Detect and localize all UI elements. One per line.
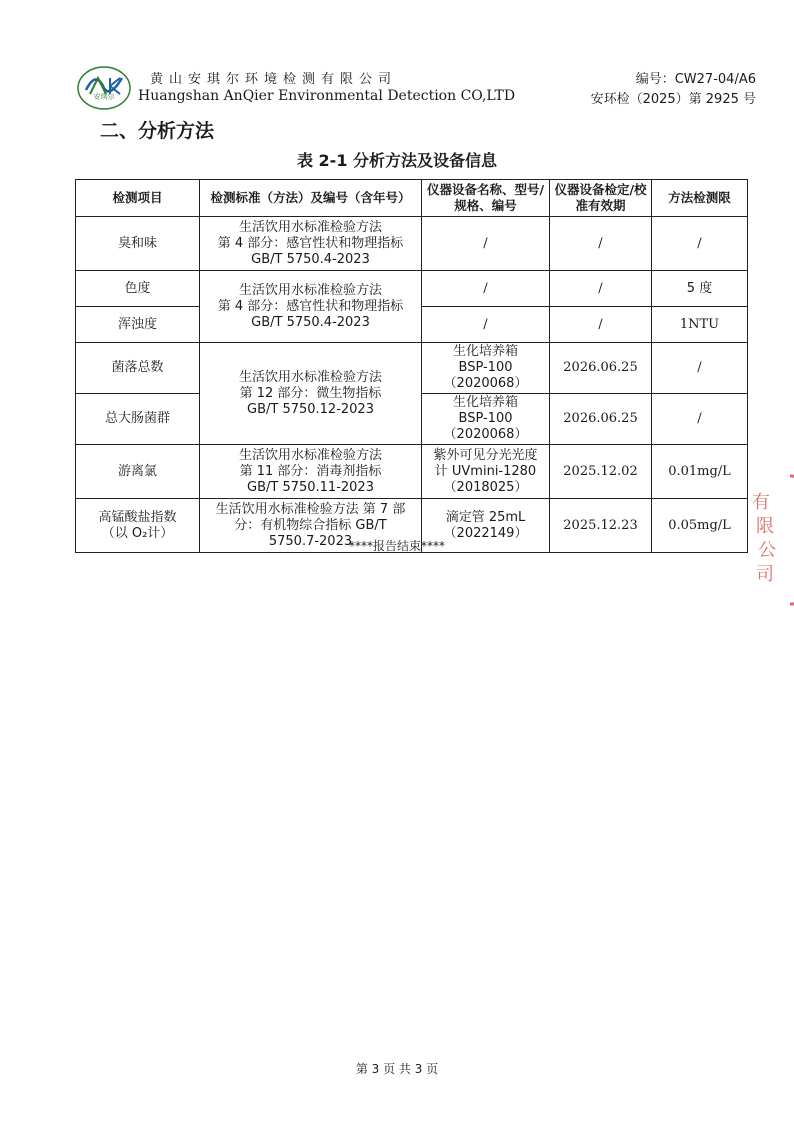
- equipment-line: BSP-100（2020068）: [443, 411, 528, 442]
- equipment-line: 生化培养箱: [452, 395, 518, 410]
- svg-text:有: 有: [752, 492, 770, 513]
- header-equipment: 仪器设备名称、型号/规格、编号: [422, 180, 550, 217]
- standard-line: 第 4 部分：感官性状和物理指标: [217, 235, 404, 251]
- cell-validity: /: [550, 307, 652, 343]
- cell-equipment: [422, 394, 550, 445]
- table-row: [76, 343, 748, 394]
- standard-line: 第 12 部分：微生物指标: [239, 385, 382, 401]
- standard-line: 生活饮用水标准检验方法: [238, 219, 382, 235]
- svg-text:公: 公: [758, 540, 776, 561]
- cell-item: 总大肠菌群: [76, 394, 200, 445]
- cell-item: 臭和味: [76, 217, 200, 271]
- cell-validity: 2026.06.25: [550, 394, 652, 445]
- cell-validity: /: [550, 271, 652, 307]
- company-name-cn: 黄山安琪尔环境检测有限公司: [150, 72, 398, 87]
- cell-limit: 5 度: [652, 271, 748, 307]
- standard-line: GB/T 5750.12-2023: [247, 401, 374, 417]
- equipment-line: 计 UVmini-1280: [434, 463, 537, 479]
- header-limit: 方法检测限: [652, 180, 748, 217]
- equipment-line: （2022149）: [443, 525, 528, 541]
- cell-limit: 1NTU: [652, 307, 748, 343]
- cell-limit: 0.05mg/L: [652, 499, 748, 553]
- company-seal: [730, 470, 794, 610]
- table-header-row: [76, 180, 748, 217]
- report-end-mark: ****报告结束****: [348, 539, 445, 553]
- cell-standard: [200, 445, 422, 499]
- cell-validity: 2026.06.25: [550, 343, 652, 394]
- cell-standard: [200, 217, 422, 271]
- company-name-en: Huangshan AnQier Environmental Detection CO,LTD: [138, 88, 516, 104]
- cell-limit: /: [652, 343, 748, 394]
- table-row: [76, 217, 748, 271]
- header-standard: 检测标准（方法）及编号（含年号）: [200, 180, 422, 217]
- cell-validity: /: [550, 217, 652, 271]
- svg-text:司: 司: [756, 564, 774, 585]
- equipment-line: （2018025）: [443, 479, 528, 495]
- table-row: [76, 271, 748, 307]
- cell-equipment: [422, 445, 550, 499]
- standard-line: 生活饮用水标准检验方法: [238, 447, 382, 463]
- table-row: [76, 445, 748, 499]
- company-logo: [76, 64, 132, 112]
- cell-standard: [200, 343, 422, 445]
- report-header: [76, 64, 756, 114]
- cell-item: 菌落总数: [76, 343, 200, 394]
- page-number: 第 3 页 共 3 页: [355, 1062, 439, 1076]
- cell-item: 游离氯: [76, 445, 200, 499]
- standard-line: 5750.7-2023: [268, 533, 353, 549]
- cell-equipment: /: [422, 307, 550, 343]
- standard-line: GB/T 5750.4-2023: [251, 251, 370, 267]
- equipment-line: BSP-100（2020068）: [443, 360, 528, 391]
- header-validity: 仪器设备检定/校准有效期: [550, 180, 652, 217]
- svg-text:限: 限: [756, 516, 774, 537]
- table-title: 表 2-1 分析方法及设备信息: [296, 151, 498, 170]
- standard-line: 生活饮用水标准检验方法: [238, 369, 382, 385]
- equipment-line: 紫外可见分光光度: [433, 447, 538, 463]
- standard-line: GB/T 5750.4-2023: [251, 314, 370, 330]
- logo-text: 安琪尔: [93, 93, 115, 101]
- cell-equipment: /: [422, 271, 550, 307]
- document-number: 编号：CW27-04/A6: [635, 72, 756, 87]
- cell-limit: 0.01mg/L: [652, 445, 748, 499]
- equipment-line: 滴定管 25mL: [445, 509, 526, 525]
- standard-line: 生活饮用水标准检验方法 第 7 部: [215, 501, 406, 517]
- standard-line: 分：有机物综合指标 GB/T: [234, 517, 387, 533]
- item-line: （以 O₂计）: [101, 525, 174, 541]
- standard-line: 第 11 部分：消毒剂指标: [239, 463, 382, 479]
- header-item: 检测项目: [76, 180, 200, 217]
- item-line: 高锰酸盐指数: [98, 509, 177, 525]
- cell-item: 浑浊度: [76, 307, 200, 343]
- cell-equipment: /: [422, 217, 550, 271]
- cell-limit: /: [652, 217, 748, 271]
- report-number: 安环检（2025）第 2925 号: [590, 92, 756, 107]
- cell-equipment: [422, 343, 550, 394]
- cell-validity: 2025.12.23: [550, 499, 652, 553]
- standard-line: GB/T 5750.11-2023: [247, 479, 374, 495]
- section-title: 二、分析方法: [100, 120, 215, 142]
- standard-line: 生活饮用水标准检验方法: [238, 282, 382, 298]
- cell-item: 色度: [76, 271, 200, 307]
- cell-validity: 2025.12.02: [550, 445, 652, 499]
- equipment-line: 生化培养箱: [452, 344, 518, 359]
- standard-line: 第 4 部分：感官性状和物理指标: [217, 298, 404, 314]
- analysis-methods-table: [75, 179, 748, 553]
- cell-limit: /: [652, 394, 748, 445]
- cell-standard: [200, 271, 422, 343]
